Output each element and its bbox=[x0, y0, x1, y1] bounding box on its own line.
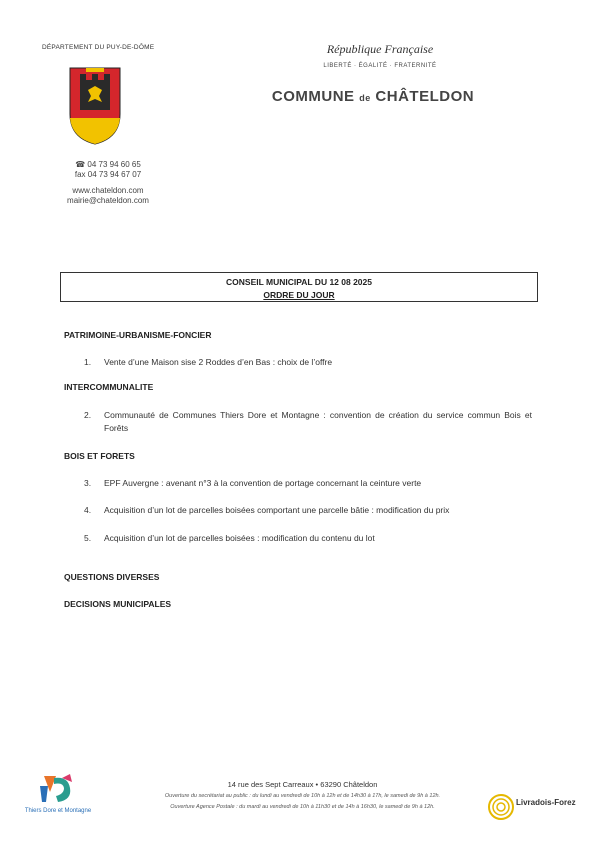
item-number: 4. bbox=[84, 505, 92, 515]
logo-left-text: Thiers Dore et Montagne bbox=[24, 808, 92, 814]
section-patrimoine: PATRIMOINE-URBANISME-FONCIER bbox=[64, 330, 212, 340]
section-questions-diverses: QUESTIONS DIVERSES bbox=[64, 572, 160, 582]
agenda-item bbox=[84, 409, 532, 435]
agenda-item bbox=[84, 477, 532, 490]
footer-hours-secretariat: Ouverture du secrétariat au public : du lundi au vendredi de 10h à 12h et de 14h30 à 17h, le samedi de 9h à 12h. bbox=[164, 793, 441, 799]
item-text: Communauté de Communes Thiers Dore et Montagne : convention de création du service commun Bois et Forêts bbox=[104, 410, 532, 433]
livradois-forez-logo bbox=[486, 790, 576, 824]
devise-text: LIBERTÉ · ÉGALITÉ · FRATERNITÉ bbox=[323, 63, 437, 69]
commune-name: CHÂTELDON bbox=[375, 88, 475, 105]
agenda-item bbox=[84, 504, 532, 517]
commune-de: de bbox=[359, 93, 371, 103]
agenda-item bbox=[84, 532, 532, 545]
section-decisions-municipales: DECISIONS MUNICIPALES bbox=[64, 599, 172, 609]
item-text: Acquisition d’un lot de parcelles boisées : modification du contenu du lot bbox=[104, 533, 375, 543]
item-number: 1. bbox=[84, 357, 92, 367]
item-text: EPF Auvergne : avenant n°3 à la convention de portage concernant la ceinture verte bbox=[104, 478, 422, 488]
website-link[interactable]: www.chateldon.com bbox=[72, 186, 144, 195]
item-text: Vente d’une Maison sise 2 Roddes d’en Bas : choix de l’offre bbox=[104, 357, 333, 367]
email-link[interactable]: mairie@chateldon.com bbox=[67, 196, 149, 205]
commune-title bbox=[248, 88, 498, 105]
section-intercommunalite: INTERCOMMUNALITE bbox=[64, 382, 154, 392]
department-label: DÉPARTEMENT DU PUY-DE-DÔME bbox=[42, 44, 155, 51]
coat-of-arms bbox=[66, 62, 124, 146]
logo-right-text: Livradois-Forez bbox=[516, 798, 576, 807]
footer-address: 14 rue des Sept Carreaux • 63290 Châteldon bbox=[227, 780, 378, 789]
section-bois-forets: BOIS ET FORETS bbox=[64, 451, 135, 461]
fax-text: fax 04 73 94 67 07 bbox=[74, 170, 142, 179]
contact-block bbox=[58, 160, 158, 206]
agenda-title: ORDRE DU JOUR bbox=[263, 290, 335, 300]
thiers-dore-montagne-logo bbox=[24, 772, 92, 828]
footer bbox=[130, 780, 475, 811]
item-text: Acquisition d’un lot de parcelles boisées comportant une parcelle bâtie : modification du prix bbox=[104, 505, 450, 515]
footer-hours-agence: Ouverture Agence Postale : du mardi au vendredi de 10h à 11h30 et de 14h à 16h30, le samedi de 9h à 12h. bbox=[170, 804, 435, 810]
item-number: 5. bbox=[84, 533, 92, 543]
phone-text: ☎ 04 73 94 60 65 bbox=[75, 160, 141, 169]
republique-title: République Française bbox=[326, 42, 434, 56]
meeting-title: CONSEIL MUNICIPAL DU 12 08 2025 bbox=[226, 277, 372, 287]
meeting-title-box bbox=[60, 272, 538, 302]
item-number: 2. bbox=[84, 410, 92, 420]
agenda-item bbox=[84, 356, 532, 369]
commune-word: COMMUNE bbox=[271, 88, 355, 105]
item-number: 3. bbox=[84, 478, 92, 488]
